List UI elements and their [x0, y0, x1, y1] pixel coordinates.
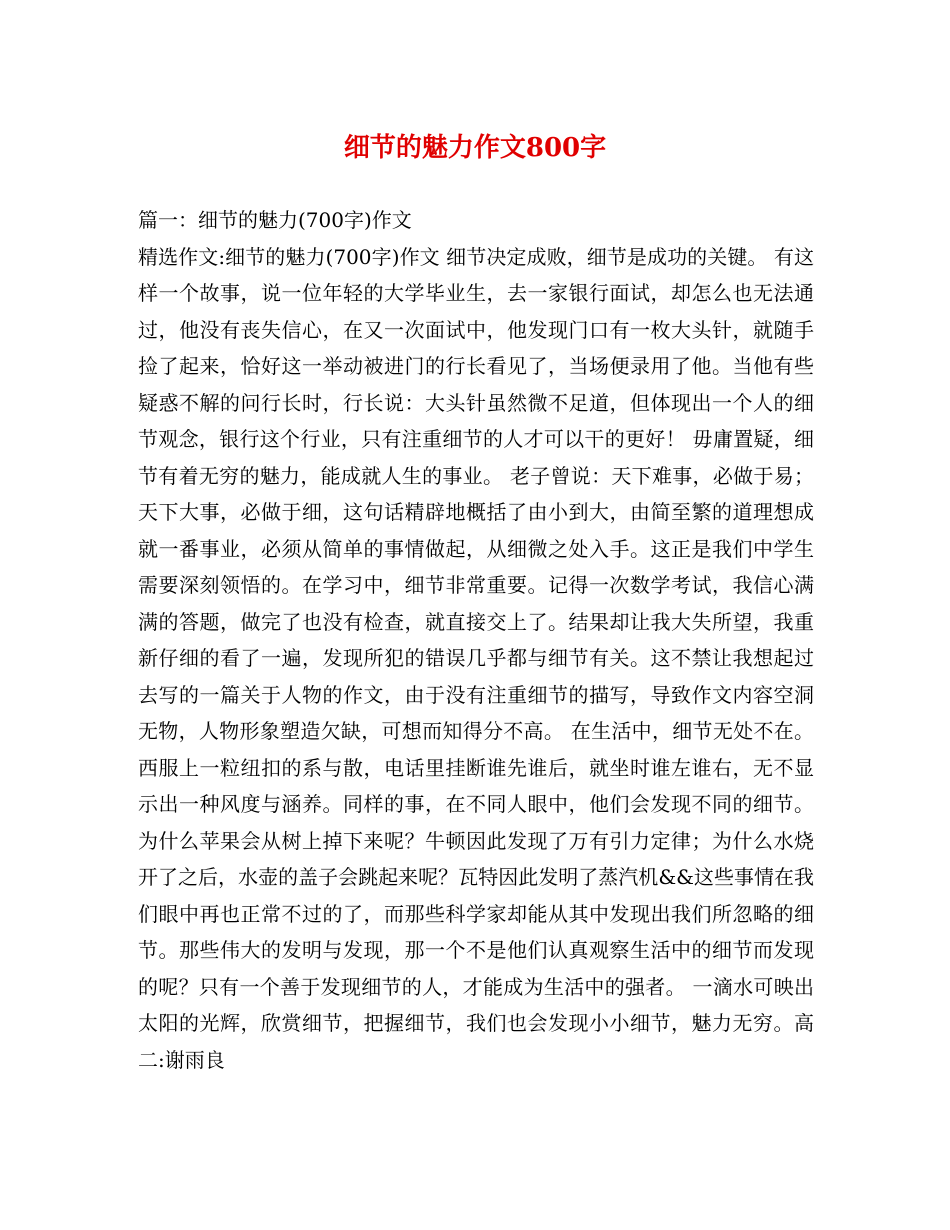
- document-content: [138, 202, 814, 1078]
- document-title: 细节的魅力作文800字: [343, 133, 607, 163]
- section-heading: 篇一：细节的魅力(700字)作文: [138, 208, 412, 232]
- article-body: 精选作文:细节的魅力(700字)作文 细节决定成败，细节是成功的关键。 有这样一个故事，说一位年轻的大学毕业生，去一家银行面试，却怎么也无法通过，他没有丧失信心，在又一次面试中，他发现门口有一枚大头针，就随手捡了起来，恰好这一举动被进门的行长看见了，当场便录用了他。当他有些疑惑不解的问行长时，行长说：大头针虽然微不足道，但体现出一个人的细节观念，银行这个行业，只有注重细节的人才可以干的更好！ 毋庸置疑，细节有着无穷的魅力，能成就人生的事业。 老子曾说：天下难事，必做于易；天下大事，必做于细，这句话精辟地概括了由小到大，由简至繁的道理想成就一番事业，必须从简单的事情做起，从细微之处入手。这正是我们中学生需要深刻领悟的。在学习中，细节非常重要。记得一次数学考试，我信心满满的答题，做完了也没有检查，就直接交上了。结果却让我大失所望，我重新仔细的看了一遍，发现所犯的错误几乎都与细节有关。这不禁让我想起过去写的一篇关于人物的作文，由于没有注重细节的描写，导致作文内容空洞无物，人物形象塑造欠缺，可想而知得分不高。 在生活中，细节无处不在。西服上一粒纽扣的系与散，电话里挂断谁先谁后，就坐时谁左谁右，无不显示出一种风度与涵养。同样的事，在不同人眼中，他们会发现不同的细节。为什么苹果会从树上掉下来呢？牛顿因此发现了万有引力定律；为什么水烧开了之后，水壶的盖子会跳起来呢？瓦特因此发明了蒸汽机&&这些事情在我们眼中再也正常不过的了，而那些科学家却能从其中发现出我们所忽略的细节。那些伟大的发明与发现，那一个不是他们认真观察生活中的细节而发现的呢？只有一个善于发现细节的人，才能成为生活中的强者。 一滴水可映出太阳的光辉，欣赏细节，把握细节，我们也会发现小小细节，魅力无穷。高二:谢雨良: [138, 244, 814, 1072]
